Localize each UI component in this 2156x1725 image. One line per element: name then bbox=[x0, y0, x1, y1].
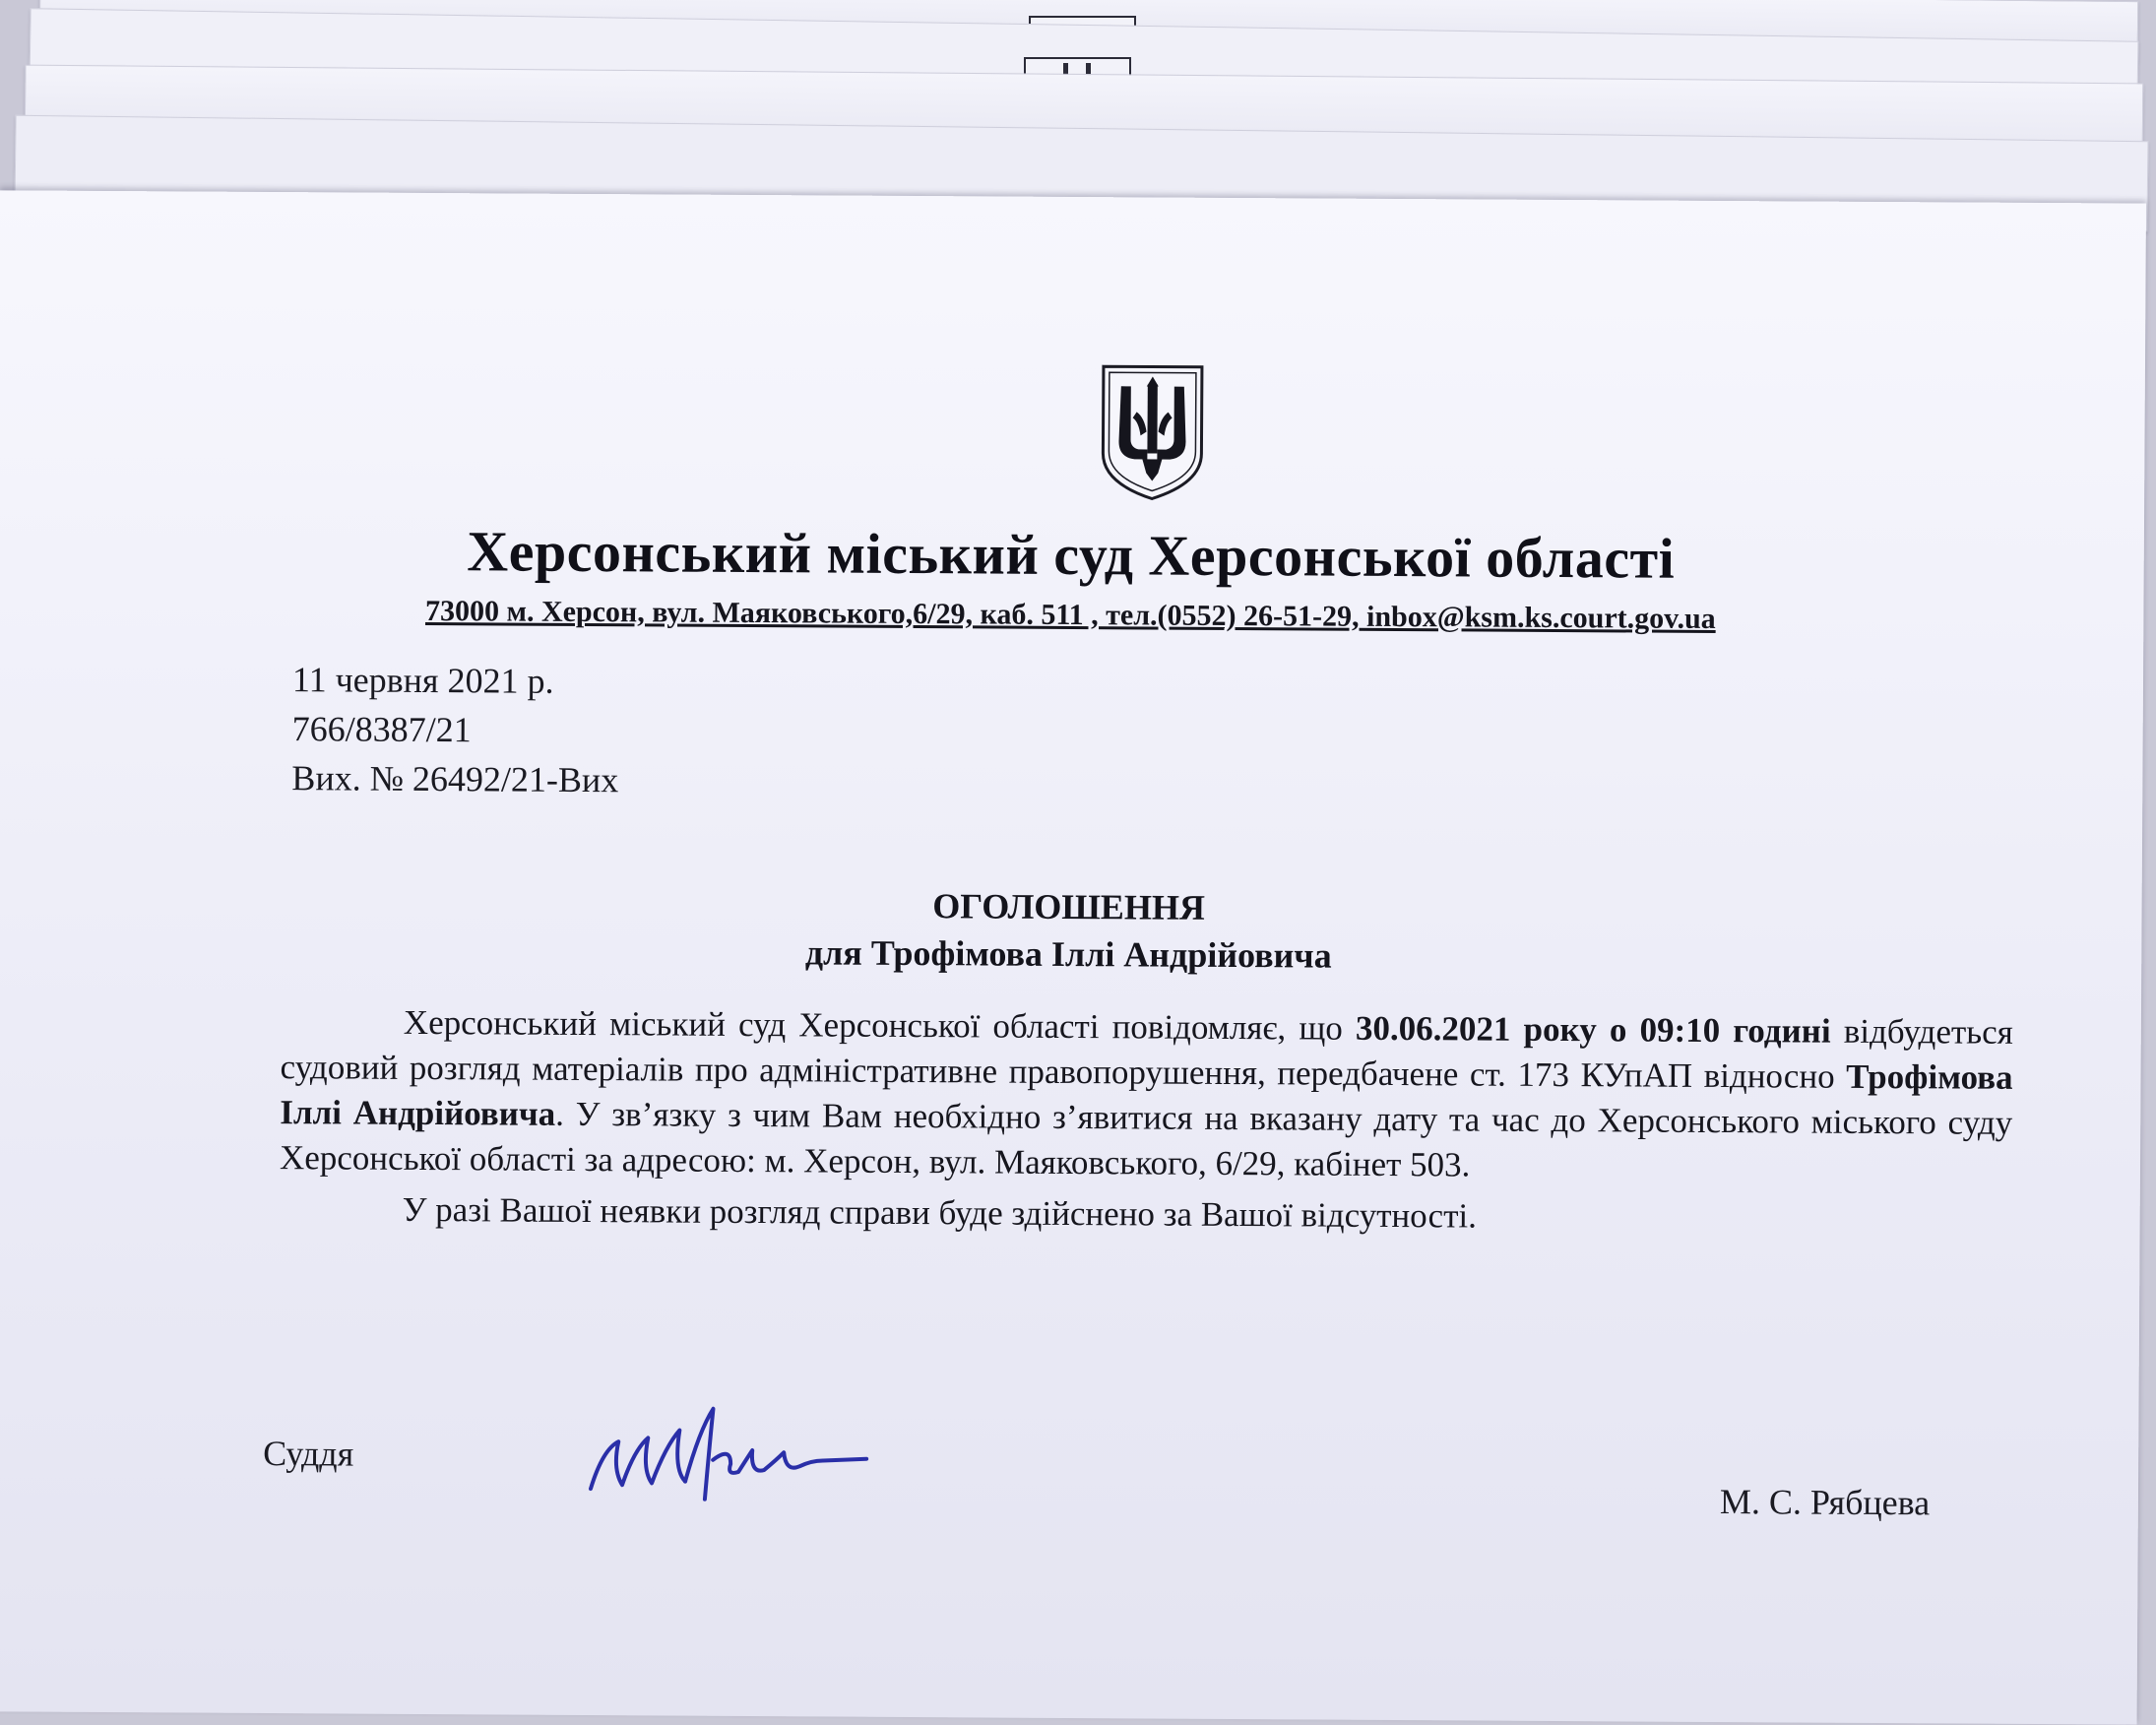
coat-of-arms-icon bbox=[1099, 362, 1206, 503]
paragraph-text: . У зв’язку з чим Вам необхідно з’явитися на вказану дату та час до Херсонського міського суду Херсонської області за адресою: м. Херсон, вул. Маяковського, 6/29, кабінет 503. bbox=[279, 1094, 2013, 1184]
court-name-heading: Херсонський міський суд Херсонської області bbox=[467, 519, 1676, 591]
court-address: 73000 м. Херсон, вул. Маяковського,6/29, каб. 511 , тел.(0552) 26-51-29, inbox@ksm.ks.court.gov.ua bbox=[424, 594, 1716, 635]
notice-title: ОГОЛОШЕННЯ bbox=[932, 886, 1206, 927]
outgoing-number: Вих. № 26492/21-Вих bbox=[291, 758, 619, 800]
paragraph-text: Херсонський міський суд Херсонської області повідомляє, що bbox=[403, 1002, 1357, 1048]
document-date: 11 червня 2021 р. bbox=[291, 660, 554, 701]
notice-body bbox=[280, 999, 2013, 1243]
hearing-datetime: 30.06.2021 року о 09:10 годині bbox=[1355, 1008, 1831, 1051]
document-meta bbox=[291, 655, 619, 804]
defendant-name: Трофімова Іллі Андрійовича bbox=[280, 1056, 2013, 1133]
judge-name: М. С. Рябцева bbox=[1719, 1482, 1931, 1523]
handwritten-signature bbox=[583, 1390, 879, 1520]
paragraph-text: відбудеться судовий розгляд матеріалів про адміністративне правопорушення, передбачене ст. 173 КУпАП відносно bbox=[280, 1011, 2013, 1096]
judge-role-label: Суддя bbox=[263, 1433, 354, 1474]
notice-addressee: для Трофімова Іллі Андрійовича bbox=[804, 932, 1332, 976]
notice-paragraph bbox=[280, 999, 2013, 1191]
court-notice-document bbox=[0, 190, 2146, 1724]
notice-paragraph: У разі Вашої неявки розгляд справи буде здійснено за Вашої відсутності. bbox=[402, 1189, 1478, 1236]
case-number: 766/8387/21 bbox=[291, 709, 472, 750]
